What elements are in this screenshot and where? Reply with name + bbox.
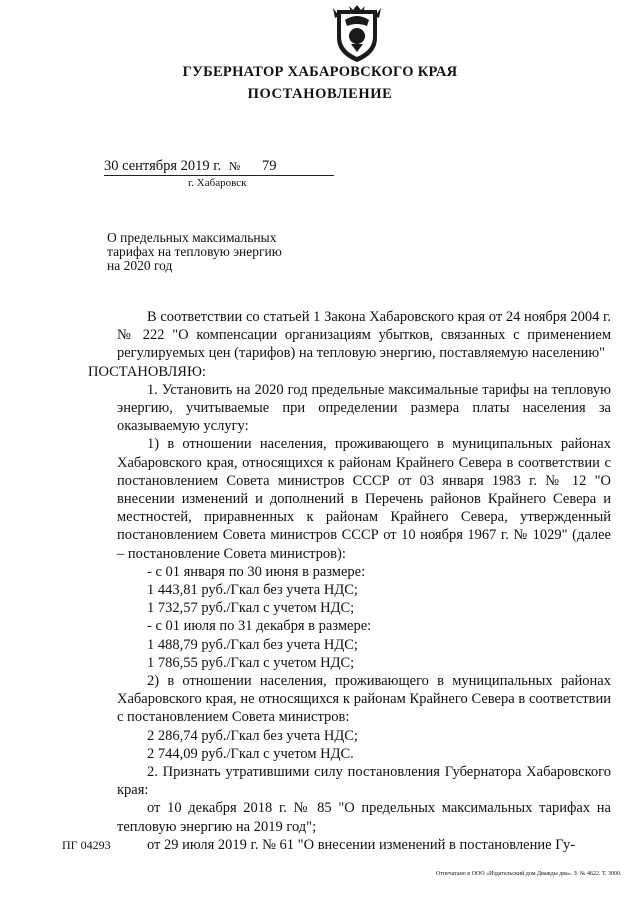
form-code: ПГ 04293 [62,838,111,852]
item-1: 1. Установить на 2020 год предельные максимальные тарифы на тепловую энергию, учитываемые при определении размера платы населения за оказываемую услугу: [117,381,611,435]
decree-subject [107,231,327,273]
decree-number: 79 [262,158,277,174]
subject-line: О предельных максимальных [107,230,277,245]
tariff-3a: 2 286,74 руб./Гкал без учета НДС; [147,727,358,744]
tariff-3b: 2 744,09 руб./Гкал с учетом НДС. [147,745,354,762]
tariff-1b: 1 732,57 руб./Гкал с учетом НДС; [147,600,355,617]
resolve-heading: ПОСТАНОВЛЯЮ: [88,363,206,380]
decree-date-line [104,157,334,176]
printer-note: Отпечатано в ООО «Издательский дом Дважды два». З. № 4622. Т. 3000. [436,871,622,877]
decree-city: г. Хабаровск [188,177,247,189]
coat-of-arms-icon [329,4,385,64]
number-sign: № [228,159,241,173]
authority-title: ГУБЕРНАТОР ХАБАРОВСКОГО КРАЯ [182,64,458,80]
decree-body [88,308,611,854]
item-1-2: 2) в отношении населения, проживающего в муниципальных районах Хабаровского края, не относящихся к районам Крайнего Севера в соответствии с постановлением Совета министров: [117,673,611,726]
tariff-2b: 1 786,55 руб./Гкал с учетом НДС; [147,654,355,671]
item-1-1: 1) в отношении населения, проживающего в муниципальных районах Хабаровского края, относящихся к районам Крайнего Севера в соответствии с постановлением Совета министров СССР от 03 января 1983 г. № 12 "О внесении изменений и дополнений в Перечень районов Крайнего Севера и местностей, приравненных к районам Крайнего Севера, утвержденный постановлением Совета министров СССР от 10 ноября 1967 г. № 1029" (далее – постановление Совета министров): [117,436,611,562]
document-type: ПОСТАНОВЛЕНИЕ [247,86,393,102]
item-2-2: от 29 июля 2019 г. № 61 "О внесении изменений в постановление Гу- [147,836,576,853]
item-2-1: от 10 декабря 2018 г. № 85 "О предельных максимальных тарифах на тепловую энергию на 2019 год"; [117,800,611,835]
tariff-1a: 1 443,81 руб./Гкал без учета НДС; [147,582,358,599]
subject-line: тарифах на тепловую энергию [107,244,282,259]
subject-line: на 2020 год [107,258,173,273]
preamble-paragraph: В соответствии со статьей 1 Закона Хабаровского края от 24 ноября 2004 г. № 222 "О компенсации организациям убытков, связанных с применением регулируемых цен (тарифов) на тепловую энергию, поставляемую населению" [117,309,611,362]
tariff-2a: 1 488,79 руб./Гкал без учета НДС; [147,636,358,653]
period-2: - с 01 июля по 31 декабря в размере: [147,618,372,635]
period-1: - с 01 января по 30 июня в размере: [147,563,366,580]
item-2: 2. Признать утратившими силу постановления Губернатора Хабаровского края: [117,764,611,799]
decree-date: 30 сентября 2019 г. [104,158,222,174]
